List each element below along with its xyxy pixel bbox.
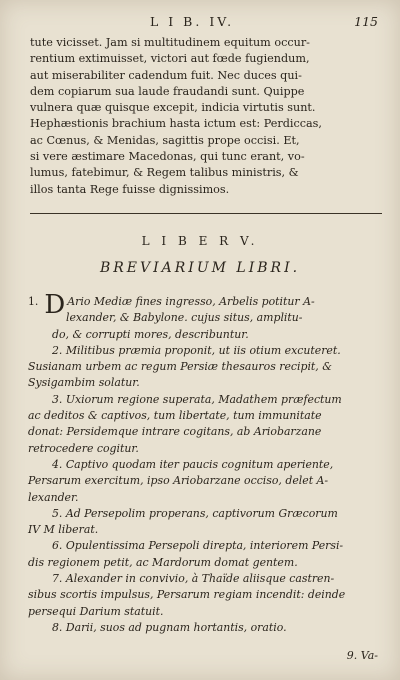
paragraph-line: rentium extimuisset, victori aut fœde fugiendum,	[30, 52, 310, 66]
item-line: 8. Darii, suos ad pugnam hortantis, oratio.	[52, 620, 287, 634]
page-header	[150, 14, 378, 32]
item-line: Persarum exercitum, ipso Ariobarzane occiso, delet A-	[28, 474, 329, 488]
section-divider	[30, 213, 382, 214]
item-line: 2. Militibus præmia proponit, ut iis otium excuteret.	[52, 343, 341, 357]
paragraph-line: lumus, fatebimur, & Regem talibus ministris, &	[30, 166, 299, 180]
item-line: lexander.	[28, 490, 79, 504]
page-number: 115	[354, 14, 378, 29]
book-title: L I B E R V.	[141, 234, 259, 248]
item-line: donat: Persidemque intrare cogitans, ab Ariobarzane	[28, 425, 322, 439]
item-line: dis regionem petit, ac Mardorum domat gentem.	[28, 555, 298, 569]
paragraph-line: dem copiarum sua laude fraudandi sunt. Quippe	[30, 84, 305, 98]
paragraph-line: aut miserabiliter cadendum fuit. Nec duces qui-	[30, 68, 302, 82]
item-line: sibus scortis impulsus, Persarum regiam incendit: deinde	[28, 588, 346, 602]
item-line: Sysigambim solatur.	[28, 376, 140, 390]
item-line: IV M liberat.	[28, 523, 99, 537]
drop-cap: D	[44, 290, 66, 320]
item-line: do, & corrupti mores, describuntur.	[52, 327, 249, 341]
paragraph-line: Hephæstionis brachium hasta ictum est: Perdiccas,	[30, 117, 322, 131]
item-line: retrocedere cogitur.	[28, 441, 139, 455]
item-line: 3. Uxiorum regione superata, Madathem præfectum	[52, 392, 342, 406]
paragraph-line: illos tanta Rege fuisse dignissimos.	[30, 182, 230, 196]
item-line: persequi Darium statuit.	[28, 604, 164, 618]
summary-item-1	[28, 290, 386, 327]
paragraph-line: ac Cœnus, & Menidas, sagittis prope occisi. Et,	[30, 133, 300, 147]
top-paragraph	[30, 35, 382, 198]
catchword: 9. Va-	[346, 649, 378, 662]
item-line: 6. Opulentissima Persepoli direpta, interiorem Persi-	[52, 539, 344, 553]
item-text: Ario Mediæ fines ingresso, Arbelis potitur A-	[67, 295, 315, 308]
paragraph-line: tute vicisset. Jam si multitudinem equitum occur-	[30, 36, 310, 49]
summary-lines	[28, 327, 386, 637]
summary-list	[28, 290, 386, 636]
item-line: Susianam urbem ac regum Persiæ thesauros recipit, &	[28, 360, 332, 374]
item-line: ac deditos & captivos, tum libertate, tum immunitate	[28, 409, 322, 423]
item-line: 7. Alexander in convivio, à Thaïde aliisque castren-	[52, 572, 335, 586]
paragraph-line: si vere æstimare Macedonas, qui tunc erant, vo-	[30, 150, 305, 164]
breviarium-title: BREVIARIUM LIBRI.	[99, 260, 301, 276]
item-number: 1.	[28, 295, 39, 308]
item-line: lexander, & Babylone. cujus situs, amplitu-	[66, 311, 303, 325]
item-line: 4. Captivo quodam iter paucis cognitum aperiente,	[52, 457, 334, 471]
running-title: L I B. IV.	[150, 14, 235, 29]
paragraph-line: vulnera quæ quisque excepit, indicia virtutis sunt.	[30, 101, 316, 115]
item-line: 5. Ad Persepolim properans, captivorum Græcorum	[52, 506, 338, 520]
